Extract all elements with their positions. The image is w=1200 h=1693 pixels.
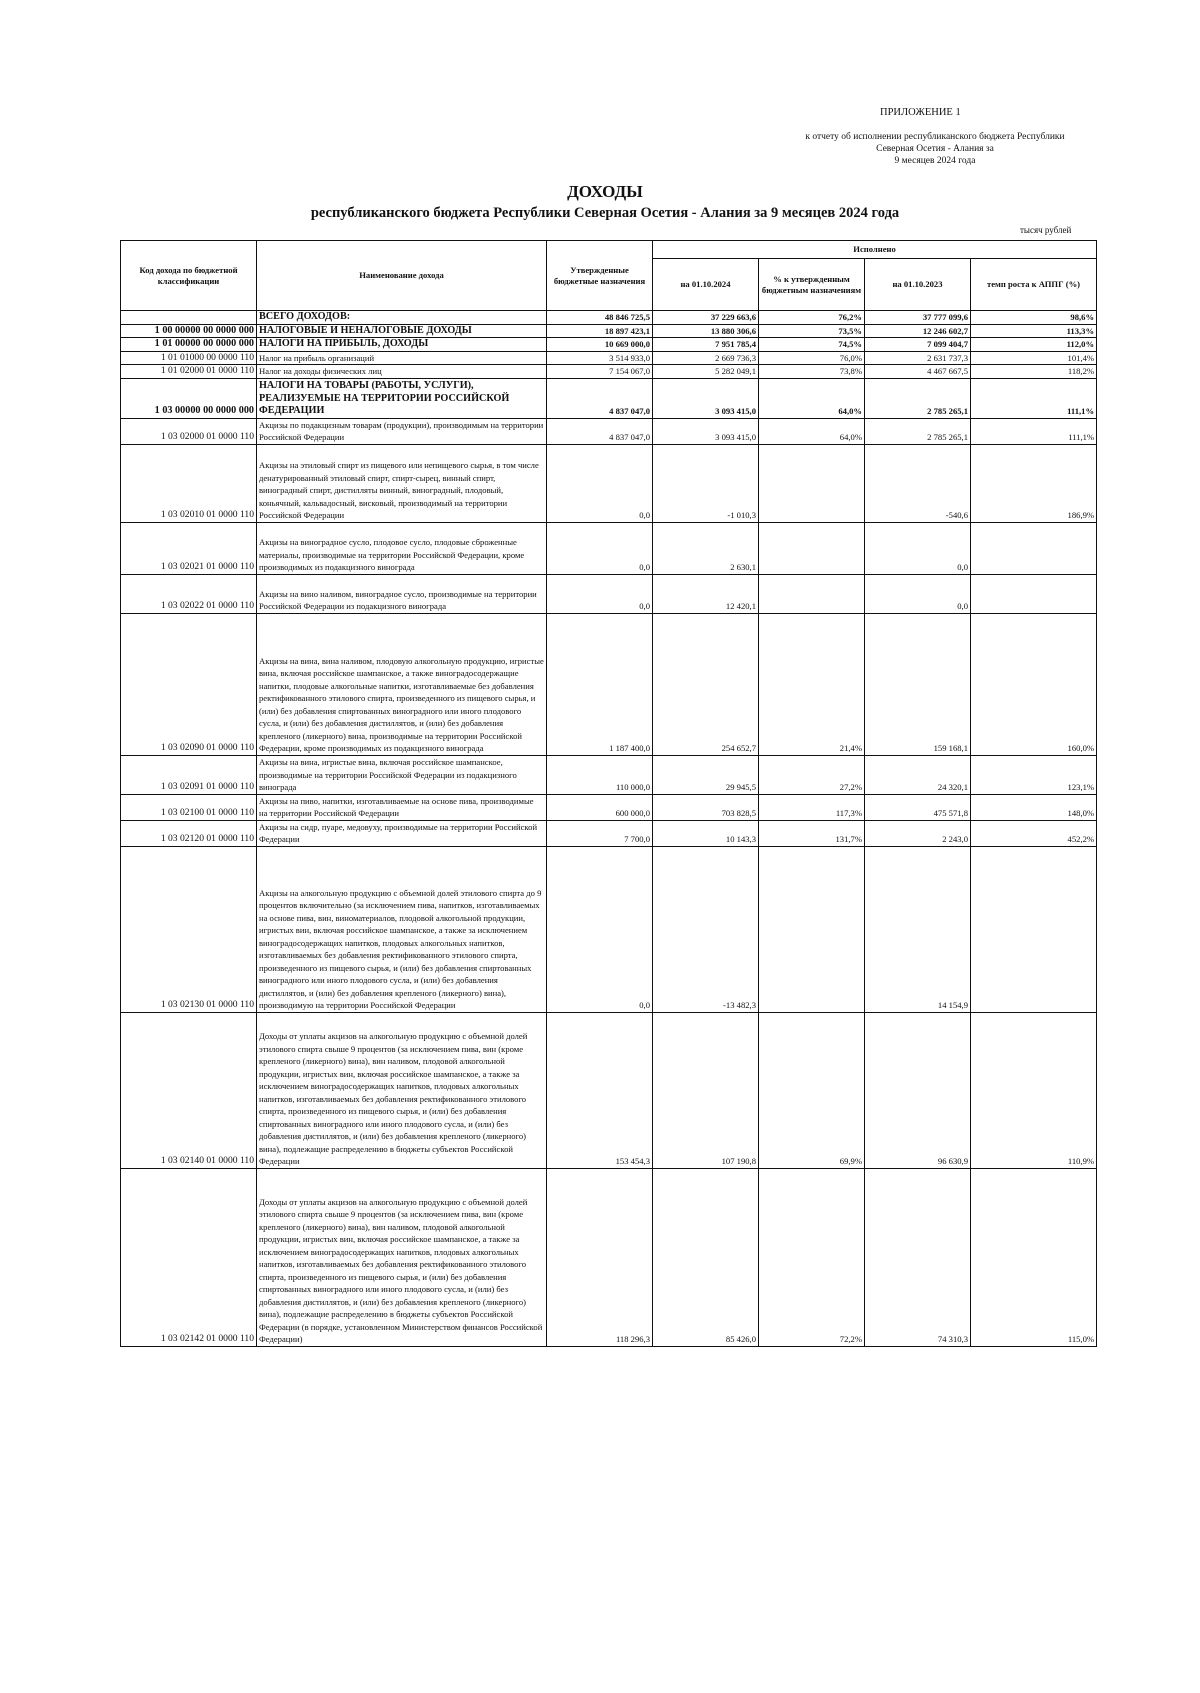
column-header-on-2023: на 01.10.2023 xyxy=(865,259,971,311)
document-title: ДОХОДЫ xyxy=(567,182,643,201)
row-growth: 111,1% xyxy=(971,418,1097,444)
row-percent: 76,2% xyxy=(759,311,865,325)
row-approved: 0,0 xyxy=(547,522,653,574)
row-approved: 118 296,3 xyxy=(547,1168,653,1346)
row-growth: 111,1% xyxy=(971,378,1097,418)
row-executed-2024: 2 630,1 xyxy=(653,522,759,574)
table-row xyxy=(121,613,1097,755)
row-growth: 160,0% xyxy=(971,613,1097,755)
row-name: Акцизы на пиво, напитки, изготавливаемые на основе пива, производимые на территории Российской Федерации xyxy=(257,794,547,820)
row-executed-2024: 12 420,1 xyxy=(653,574,759,613)
row-name: Акцизы на сидр, пуаре, медовуху, производимые на территории Российской Федерации xyxy=(257,820,547,846)
row-approved: 18 897 423,1 xyxy=(547,324,653,338)
row-code: 1 00 00000 00 0000 000 xyxy=(121,324,257,338)
row-code: 1 03 02091 01 0000 110 xyxy=(121,755,257,794)
table-row xyxy=(121,365,1097,379)
row-growth: 101,4% xyxy=(971,351,1097,365)
row-name: НАЛОГИ НА ТОВАРЫ (РАБОТЫ, УСЛУГИ), РЕАЛИЗУЕМЫЕ НА ТЕРРИТОРИИ РОССИЙСКОЙ ФЕДЕРАЦИИ xyxy=(257,378,547,418)
row-percent: 21,4% xyxy=(759,613,865,755)
row-name: Доходы от уплаты акцизов на алкогольную продукцию с объемной долей этилового спирта свыше 9 процентов (за исключением пива, вин (кроме крепленого (ликерного) вина), вин наливом, плодовой алкогольной продукции, игристых вин, включая российское шампанское, а также за исключением виноградосодержащих напитков, плодовых алкогольных напитков, изготавливаемых без добавления ректификованного этилового спирта, произведенного из пищевого сырья, и (или) без добавления спиртованных виноградного или иного плодового сусла, и (или) без добавления дистиллятов, и (или) без добавления крепленого (ликерного) вина), подлежащие распределению в бюджеты субъектов Российской Федерации (в порядке, установленном Министерством финансов Российской Федерации) xyxy=(257,1168,547,1346)
row-executed-2023: 475 571,8 xyxy=(865,794,971,820)
row-approved: 48 846 725,5 xyxy=(547,311,653,325)
column-header-on-2024: на 01.10.2024 xyxy=(653,259,759,311)
row-growth: 110,9% xyxy=(971,1012,1097,1168)
row-name: Налог на прибыль организаций xyxy=(257,351,547,365)
row-name: Доходы от уплаты акцизов на алкогольную продукцию с объемной долей этилового спирта свыше 9 процентов (за исключением пива, вин (кроме крепленого (ликерного) вина), вин наливом, плодовой алкогольной продукции, игристых вин, включая российское шампанское, а также за исключением виноградосодержащих напитков, плодовых алкогольных напитков, изготавливаемых без добавления ректификованного этилового спирта, произведенного из пищевого сырья, и (или) без добавления спиртованных виноградного или иного плодового сусла, и (или) без добавления дистиллятов, и (или) без добавления крепленого (ликерного) вина), подлежащие распределению в бюджеты субъектов Российской Федерации xyxy=(257,1012,547,1168)
row-executed-2024: 29 945,5 xyxy=(653,755,759,794)
row-code: 1 03 02010 01 0000 110 xyxy=(121,444,257,522)
row-approved: 4 837 047,0 xyxy=(547,378,653,418)
row-executed-2024: 5 282 049,1 xyxy=(653,365,759,379)
row-percent: 74,5% xyxy=(759,338,865,352)
row-percent xyxy=(759,574,865,613)
row-approved: 10 669 000,0 xyxy=(547,338,653,352)
row-executed-2023: 96 630,9 xyxy=(865,1012,971,1168)
row-percent: 72,2% xyxy=(759,1168,865,1346)
row-name: Акцизы на этиловый спирт из пищевого или непищевого сырья, в том числе денатурированный этиловый спирт, спирт-сырец, винный спирт, виноградный спирт, дистилляты винный, виноградный, плодовый, коньячный, кальвадосный, висковый, производимый на территории Российской Федерации xyxy=(257,444,547,522)
row-name: ВСЕГО ДОХОДОВ: xyxy=(257,311,547,325)
document-subtitle: республиканского бюджета Республики Северная Осетия - Алания за 9 месяцев 2024 года xyxy=(310,205,900,221)
column-header-executed: Исполнено xyxy=(653,241,1097,259)
row-percent: 73,8% xyxy=(759,365,865,379)
row-executed-2023: 12 246 602,7 xyxy=(865,324,971,338)
row-name: Акцизы на вина, игристые вина, включая российское шампанское, производимые на территории Российской Федерации из подакцизного винограда xyxy=(257,755,547,794)
row-executed-2024: 703 828,5 xyxy=(653,794,759,820)
row-name: Акцизы на алкогольную продукцию с объемной долей этилового спирта до 9 процентов включительно (за исключением пива, напитков, изготавливаемых на основе пива, вин, виноматериалов, плодовой алкогольной продукции, игристых вин, включая российское шампанское, а также за исключением виноградосодержащих напитков, плодовых алкогольных напитков, изготавливаемых без добавления ректификованного этилового спирта, произведенного из пищевого сырья, и (или) без добавления спиртованных виноградного или иного плодового сусла, и (или) без добавления дистиллятов, и (или) без добавления крепленого (ликерного) вина), производимую на территории Российской Федерации xyxy=(257,846,547,1012)
row-name: Акцизы на вино наливом, виноградное сусло, производимые на территории Российской Федерации из подакцизного винограда xyxy=(257,574,547,613)
row-name: Акцизы на виноградное сусло, плодовое сусло, плодовые сброженные материалы, производимые на территории Российской Федерации, кроме производимых из подакцизного винограда xyxy=(257,522,547,574)
appendix-line: к отчету об исполнении республиканского бюджета Республики xyxy=(805,132,1065,142)
row-executed-2023: 0,0 xyxy=(865,522,971,574)
column-header-pct: % к утвержденным бюджетным назначениям xyxy=(759,259,865,311)
row-executed-2023: 37 777 099,6 xyxy=(865,311,971,325)
column-header-growth: темп роста к АППГ (%) xyxy=(971,259,1097,311)
table-row xyxy=(121,351,1097,365)
row-percent: 27,2% xyxy=(759,755,865,794)
row-approved: 600 000,0 xyxy=(547,794,653,820)
row-growth: 452,2% xyxy=(971,820,1097,846)
row-executed-2023: 159 168,1 xyxy=(865,613,971,755)
column-header-approved: Утвержденные бюджетные назначения xyxy=(547,241,653,311)
row-executed-2024: 254 652,7 xyxy=(653,613,759,755)
row-percent xyxy=(759,522,865,574)
row-name: Налог на доходы физических лиц xyxy=(257,365,547,379)
row-executed-2023: 14 154,9 xyxy=(865,846,971,1012)
row-executed-2023: 7 099 404,7 xyxy=(865,338,971,352)
row-executed-2024: 3 093 415,0 xyxy=(653,378,759,418)
row-code: 1 01 01000 00 0000 110 xyxy=(121,351,257,365)
row-code xyxy=(121,311,257,325)
row-growth: 98,6% xyxy=(971,311,1097,325)
table-row xyxy=(121,574,1097,613)
row-approved: 153 454,3 xyxy=(547,1012,653,1168)
row-percent: 69,9% xyxy=(759,1012,865,1168)
row-code: 1 03 02142 01 0000 110 xyxy=(121,1168,257,1346)
row-percent: 117,3% xyxy=(759,794,865,820)
row-approved: 7 154 067,0 xyxy=(547,365,653,379)
row-percent: 131,7% xyxy=(759,820,865,846)
row-executed-2024: 2 669 736,3 xyxy=(653,351,759,365)
row-executed-2023: 74 310,3 xyxy=(865,1168,971,1346)
row-executed-2023: -540,6 xyxy=(865,444,971,522)
row-percent xyxy=(759,846,865,1012)
row-growth xyxy=(971,574,1097,613)
appendix-reference xyxy=(770,131,1100,167)
row-executed-2023: 0,0 xyxy=(865,574,971,613)
row-executed-2024: 13 880 306,6 xyxy=(653,324,759,338)
row-executed-2023: 2 785 265,1 xyxy=(865,418,971,444)
table-row xyxy=(121,755,1097,794)
table-row xyxy=(121,820,1097,846)
row-approved: 110 000,0 xyxy=(547,755,653,794)
row-code: 1 03 00000 00 0000 000 xyxy=(121,378,257,418)
row-executed-2023: 2 785 265,1 xyxy=(865,378,971,418)
row-approved: 0,0 xyxy=(547,574,653,613)
table-body xyxy=(121,311,1097,1347)
table-row xyxy=(121,794,1097,820)
table-header xyxy=(121,241,1097,311)
row-executed-2023: 2 631 737,3 xyxy=(865,351,971,365)
row-code: 1 01 00000 00 0000 000 xyxy=(121,338,257,352)
row-growth: 115,0% xyxy=(971,1168,1097,1346)
appendix-line: Северная Осетия - Алания за xyxy=(876,144,994,154)
row-growth: 123,1% xyxy=(971,755,1097,794)
row-growth xyxy=(971,846,1097,1012)
row-growth: 113,3% xyxy=(971,324,1097,338)
table-row xyxy=(121,1168,1097,1346)
row-executed-2024: 10 143,3 xyxy=(653,820,759,846)
row-executed-2024: -13 482,3 xyxy=(653,846,759,1012)
row-growth: 118,2% xyxy=(971,365,1097,379)
row-growth: 148,0% xyxy=(971,794,1097,820)
appendix-line: 9 месяцев 2024 года xyxy=(894,156,976,166)
row-code: 1 03 02100 01 0000 110 xyxy=(121,794,257,820)
row-code: 1 03 02021 01 0000 110 xyxy=(121,522,257,574)
table-row xyxy=(121,311,1097,325)
row-name: НАЛОГИ НА ПРИБЫЛЬ, ДОХОДЫ xyxy=(257,338,547,352)
row-executed-2023: 2 243,0 xyxy=(865,820,971,846)
row-approved: 4 837 047,0 xyxy=(547,418,653,444)
table-row xyxy=(121,418,1097,444)
appendix-label: ПРИЛОЖЕНИЕ 1 xyxy=(880,107,961,118)
row-code: 1 03 02120 01 0000 110 xyxy=(121,820,257,846)
row-name: НАЛОГОВЫЕ И НЕНАЛОГОВЫЕ ДОХОДЫ xyxy=(257,324,547,338)
row-growth: 112,0% xyxy=(971,338,1097,352)
table-row xyxy=(121,846,1097,1012)
row-percent: 64,0% xyxy=(759,418,865,444)
row-code: 1 03 02130 01 0000 110 xyxy=(121,846,257,1012)
row-executed-2024: 37 229 663,6 xyxy=(653,311,759,325)
row-executed-2024: 7 951 785,4 xyxy=(653,338,759,352)
row-percent xyxy=(759,444,865,522)
income-table xyxy=(120,240,1097,1347)
row-approved: 7 700,0 xyxy=(547,820,653,846)
row-code: 1 03 02090 01 0000 110 xyxy=(121,613,257,755)
row-growth: 186,9% xyxy=(971,444,1097,522)
row-approved: 0,0 xyxy=(547,846,653,1012)
row-percent: 73,5% xyxy=(759,324,865,338)
row-code: 1 03 02022 01 0000 110 xyxy=(121,574,257,613)
row-executed-2023: 4 467 667,5 xyxy=(865,365,971,379)
row-executed-2024: -1 010,3 xyxy=(653,444,759,522)
table-row xyxy=(121,1012,1097,1168)
row-percent: 64,0% xyxy=(759,378,865,418)
table-row xyxy=(121,378,1097,418)
column-header-name: Наименование дохода xyxy=(257,241,547,311)
units-label: тысяч рублей xyxy=(1020,225,1072,235)
row-code: 1 03 02000 01 0000 110 xyxy=(121,418,257,444)
row-percent: 76,0% xyxy=(759,351,865,365)
row-approved: 0,0 xyxy=(547,444,653,522)
row-executed-2024: 3 093 415,0 xyxy=(653,418,759,444)
row-approved: 3 514 933,0 xyxy=(547,351,653,365)
row-code: 1 01 02000 01 0000 110 xyxy=(121,365,257,379)
row-growth xyxy=(971,522,1097,574)
row-executed-2024: 85 426,0 xyxy=(653,1168,759,1346)
row-code: 1 03 02140 01 0000 110 xyxy=(121,1012,257,1168)
table-row xyxy=(121,522,1097,574)
row-name: Акцизы по подакцизным товарам (продукции), производимым на территории Российской Федерации xyxy=(257,418,547,444)
row-executed-2023: 24 320,1 xyxy=(865,755,971,794)
table-row xyxy=(121,324,1097,338)
row-executed-2024: 107 190,8 xyxy=(653,1012,759,1168)
row-name: Акцизы на вина, вина наливом, плодовую алкогольную продукцию, игристые вина, включая российское шампанское, а также виноградосодержащие напитки, плодовые алкогольные напитки, изготавливаемые без добавления ректификованного этилового спирта, произведенного из пищевого сырья, и (или) без добавления спиртованных виноградного или иного плодового сусла, и (или) без добавления дистиллятов, и (или) без добавления крепленого (ликерного) вина, производимые на территории Российской Федерации, кроме производимых из подакцизного винограда xyxy=(257,613,547,755)
row-approved: 1 187 400,0 xyxy=(547,613,653,755)
table-row xyxy=(121,338,1097,352)
column-header-code: Код дохода по бюджетной классификации xyxy=(121,241,257,311)
table-row xyxy=(121,444,1097,522)
